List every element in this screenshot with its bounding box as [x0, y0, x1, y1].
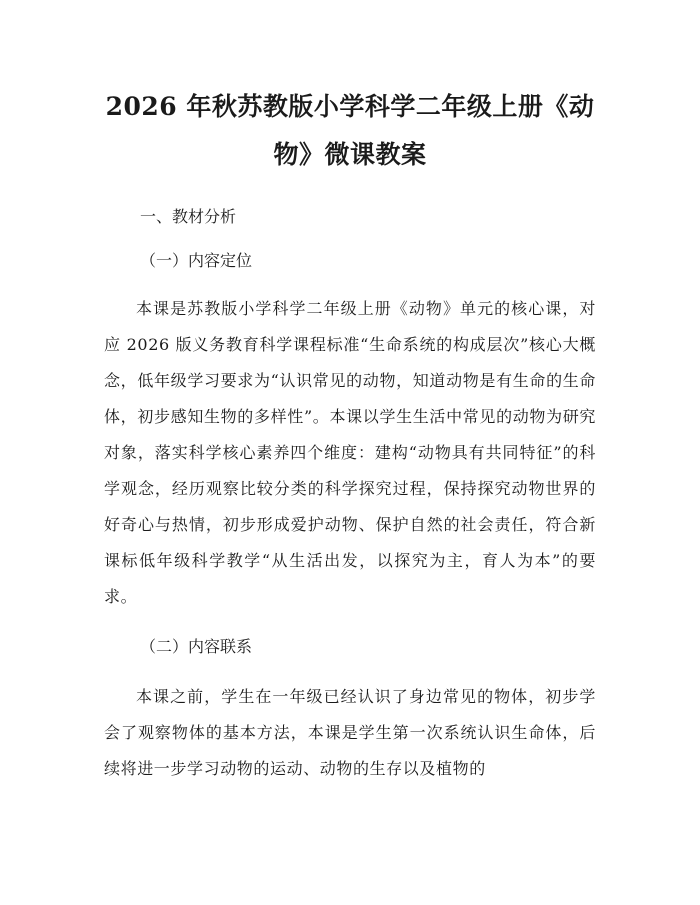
section-heading-textbook-analysis: 一、教材分析	[140, 207, 237, 226]
subsection-heading-content-connection: （二）内容联系	[140, 637, 253, 656]
subsection-heading-content-positioning: （一）内容定位	[140, 251, 253, 270]
document-title: 2026 年秋苏教版小学科学二年级上册《动物》微课教案	[105, 92, 595, 169]
paragraph-content-connection: 本课之前，学生在一年级已经认识了身边常见的物体，初步学会了观察物体的基本方法，本课是学生第一次系统认识生命体，后续将进一步学习动物的运动、动物的生存以及植物的	[104, 687, 596, 778]
paragraph-content-positioning: 本课是苏教版小学科学二年级上册《动物》单元的核心课，对应 2026 版义务教育科学课程标准“生命系统的构成层次”核心大概念，低年级学习要求为“认识常见的动物，知道动物是有生命的生命体，初步感知生物的多样性”。本课以学生生活中常见的动物为研究对象，落实科学核心素养四个维度：建构“动物具有共同特征”的科学观念，经历观察比较分类的科学探究过程，保持探究动物世界的好奇心与热情，初步形成爱护动物、保护自然的社会责任，符合新课标低年级科学教学“从生活出发，以探究为主，育人为本”的要求。	[104, 299, 596, 606]
